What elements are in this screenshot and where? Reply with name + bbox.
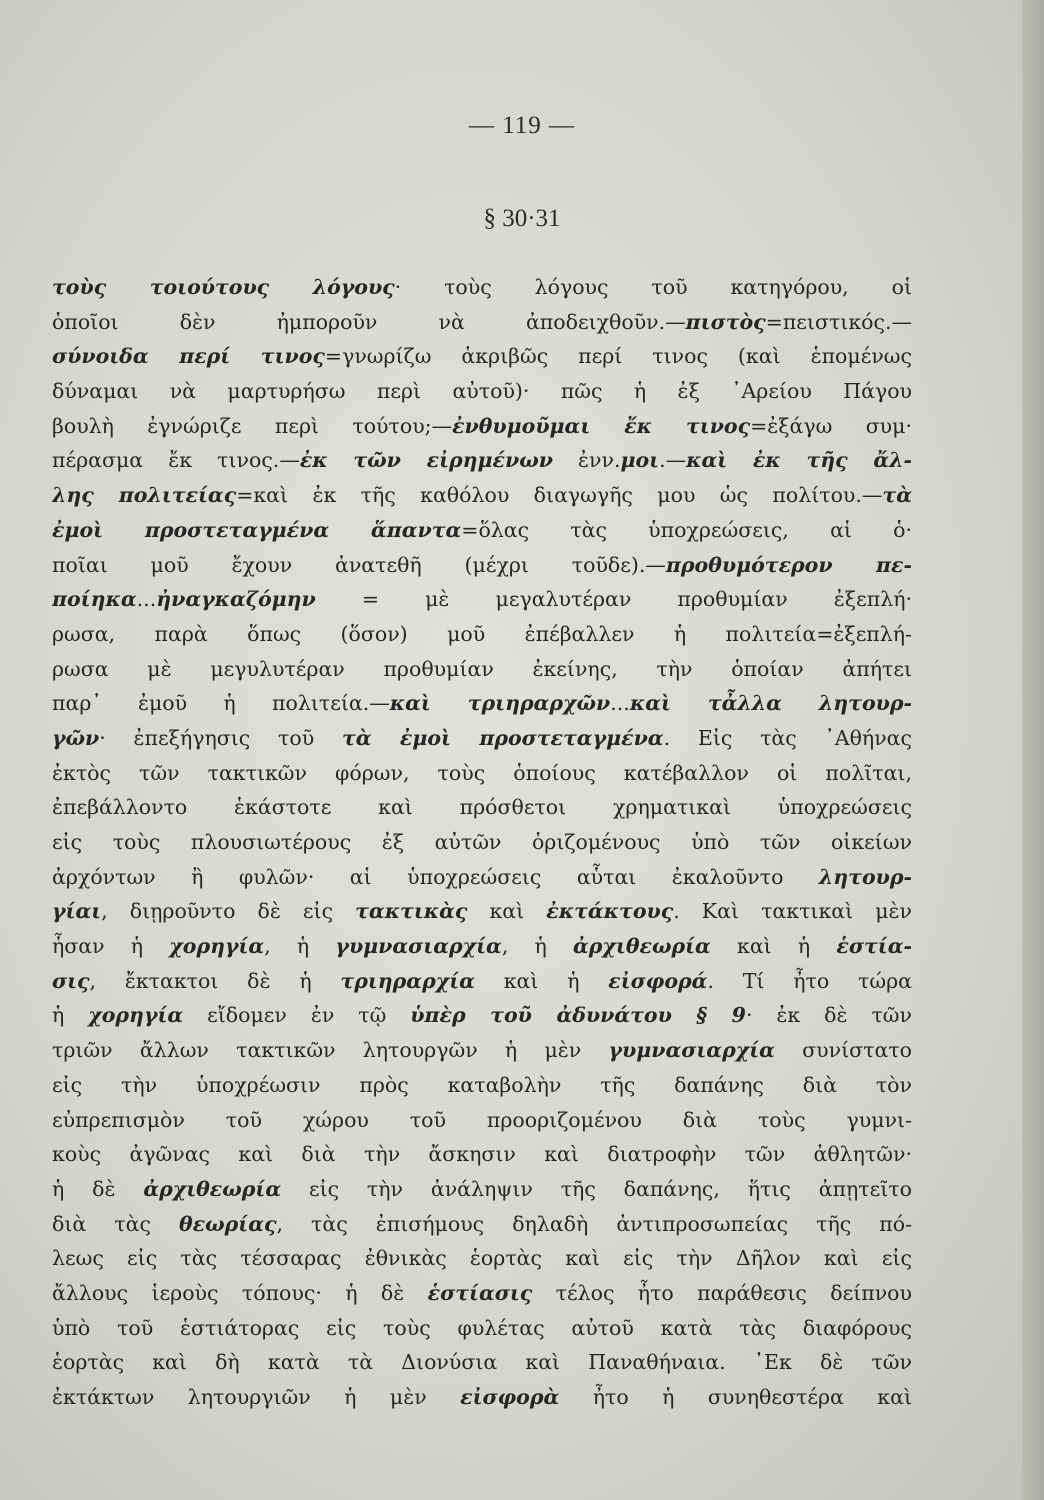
text-run: συνίστατο: [774, 1038, 912, 1063]
text-run: · ἐκ δὲ τῶν: [745, 1003, 912, 1028]
lemma-term: ἑστία-: [836, 934, 912, 959]
text-line: [52, 964, 912, 999]
lemma-term: ἀρχιθεωρία: [573, 934, 711, 959]
text-run: ρωσα μὲ μεγυλυτέραν προθυμίαν ἐκείνης, τὴν ὁποίαν ἀπήτει: [52, 656, 912, 681]
text-run: τέλος ἦτο παράθεσις δείπνου: [532, 1280, 912, 1305]
text-run: =ἐξάγω συμ·: [750, 413, 912, 438]
text-run: διὰ τὰς: [52, 1211, 179, 1236]
text-line: [52, 652, 912, 687]
lemma-term: ἐμοὶ προστεταγμένα ἅπαντα: [52, 517, 462, 542]
text-line: [52, 686, 912, 721]
text-run: =ὅλας τὰς ὑποχρεώσεις, αἱ ὁ·: [461, 517, 912, 542]
text-run: ...: [610, 691, 630, 716]
lemma-term: ὑπὲρ τοῦ ἀδυνάτου § 9: [410, 1003, 746, 1028]
text-run: =πειστικός.—: [765, 309, 912, 334]
lemma-term: εἰσφορά: [608, 968, 708, 993]
text-line: [52, 1103, 912, 1138]
text-line: [52, 1172, 912, 1207]
text-run: . Εἰς τὰς ᾿Αθήνας: [663, 725, 912, 750]
text-run: , ἡ: [264, 934, 336, 959]
text-line: [52, 270, 912, 305]
text-run: ἄλλους ἱεροὺς τόπους· ἡ δὲ: [52, 1280, 428, 1305]
text-run: δύναμαι νὰ μαρτυρήσω περὶ αὐτοῦ)· πῶς ἡ ἐξ ᾿Αρείου Πάγου: [52, 379, 912, 404]
lemma-term: ἠναγκαζόμην: [156, 587, 316, 612]
text-run: , τὰς ἐπισήμους δηλαδὴ ἀντιπροσωπείας τῆς πό-: [276, 1211, 912, 1236]
text-run: . Καὶ τακτικαὶ μὲν: [673, 899, 912, 924]
text-line: [52, 339, 912, 374]
text-line: [52, 1068, 912, 1103]
text-run: ἐπεβάλλοντο ἑκάστοτε καὶ πρόσθετοι χρηματικαὶ ὑποχρεώσεις: [52, 795, 912, 820]
text-line: [52, 548, 912, 583]
lemma-term: καὶ τριηραρχῶν: [389, 691, 611, 716]
text-line: [52, 929, 912, 964]
text-line: [52, 374, 912, 409]
text-run: ποῖαι μοῦ ἔχουν ἀνατεθῆ (μέχρι τοῦδε).—: [52, 552, 666, 577]
lemma-term: σις: [52, 968, 90, 993]
text-line: [52, 409, 912, 444]
text-line: [52, 1380, 912, 1415]
text-line: [52, 1276, 912, 1311]
lemma-term: γίαι: [52, 899, 102, 924]
lemma-term: γυμνασιαρχία: [608, 1038, 775, 1063]
lemma-term: καὶ ἐκ τῆς ἄλ-: [686, 448, 912, 473]
text-line: [52, 1241, 912, 1276]
text-run: ἐκτάκτων λητουργιῶν ἡ μὲν: [52, 1385, 461, 1409]
lemma-term: χορηγία: [88, 1003, 184, 1028]
text-run: ὁποῖοι δὲν ἠμποροῦν νὰ ἀποδειχθοῦν.—: [52, 309, 686, 334]
text-run: εἰς τοὺς πλουσιωτέρους ἐξ αὐτῶν ὁριζομένους ὑπὸ τῶν οἰκείων: [52, 830, 912, 854]
text-run: ἦσαν ἡ: [52, 934, 170, 959]
text-run: ...: [136, 587, 157, 612]
text-line: [52, 894, 912, 929]
text-run: εὐπρεπισμὸν τοῦ χώρου τοῦ προοριζομένου διὰ τοὺς γυμνι-: [52, 1107, 912, 1132]
text-run: βουλὴ ἐγνώριζε περὶ τούτου;—: [52, 413, 453, 438]
text-run: τριῶν ἄλλων τακτικῶν λητουργῶν ἡ μὲν: [52, 1038, 609, 1063]
text-run: =καὶ ἐκ τῆς καθόλου διαγωγῆς μου ὡς πολίτου.—: [236, 483, 883, 508]
section-heading: § 30·31: [483, 205, 561, 232]
text-run: ἐκτὸς τῶν τακτικῶν φόρων, τοὺς ὁποίους κατέβαλλον οἱ πολῖται,: [52, 760, 912, 785]
text-run: παρ᾿ ἐμοῦ ἡ πολιτεία.—: [52, 691, 390, 716]
text-line: [52, 1345, 912, 1380]
text-run: , ἔκτακτοι δὲ ἡ: [89, 968, 341, 993]
text-run: εἴδομεν ἐν τῷ: [183, 1003, 411, 1028]
text-run: καὶ: [467, 899, 547, 924]
text-line: [52, 582, 912, 617]
text-run: ἦτο ἡ συνηθεστέρα καὶ: [559, 1385, 912, 1409]
text-line: [52, 513, 912, 548]
lemma-term: εἰσφορὰ: [460, 1385, 560, 1409]
lemma-term: λητουρ-: [818, 864, 912, 889]
lemma-term: καὶ τἆλλα λητουρ-: [629, 691, 912, 716]
lemma-term: σύνοιδα περί τινος: [52, 344, 325, 369]
lemma-term: ποίηκα: [52, 587, 137, 612]
text-run: ρωσα, παρὰ ὅπως (ὅσον) μοῦ ἐπέβαλλεν ἡ πολιτεία=ἐξεπλή-: [52, 621, 912, 646]
lemma-term: ἀρχιθεωρία: [143, 1176, 282, 1201]
text-line: [52, 478, 912, 513]
text-run: καὶ ἡ: [710, 934, 837, 959]
text-line: [52, 860, 912, 895]
text-run: · τοὺς λόγους τοῦ κατηγόρου, οἱ: [394, 275, 912, 299]
lemma-term: τριηραρχία: [340, 968, 475, 993]
text-line: [52, 1311, 912, 1346]
page-number: — 119 —: [468, 112, 576, 139]
lemma-term: γῶν: [52, 725, 100, 750]
text-run: ἑορτὰς καὶ δὴ κατὰ τὰ Διονύσια καὶ Παναθήναια. ᾿Εκ δὲ τῶν: [52, 1350, 912, 1375]
text-run: καὶ ἡ: [474, 968, 609, 993]
lemma-term: πιστὸς: [685, 309, 766, 334]
lemma-term: τὰ: [882, 483, 912, 508]
text-run: ἡ δὲ: [52, 1176, 144, 1201]
lemma-term: τὰ ἐμοὶ προστεταγμένα: [341, 725, 664, 750]
text-run: · ἐπεξήγησις τοῦ: [99, 725, 342, 750]
text-line: [52, 1137, 912, 1172]
lemma-term: ἑστίασις: [427, 1280, 533, 1305]
text-run: λεως εἰς τὰς τέσσαρας ἐθνικὰς ἑορτὰς καὶ εἰς τὴν Δῆλον καὶ εἰς: [52, 1246, 912, 1271]
text-run: .—: [659, 448, 687, 473]
lemma-term: ἐκτάκτους: [546, 899, 674, 924]
text-line: [52, 998, 912, 1033]
lemma-term: τακτικὰς: [355, 899, 468, 924]
text-run: εἰς τὴν ἀνάληψιν τῆς δαπάνης, ἥτις ἀπῃτεῖτο: [281, 1176, 912, 1201]
lemma-term: προθυμότερον πε-: [665, 552, 912, 577]
lemma-term: χορηγία: [169, 934, 265, 959]
text-line: [52, 443, 912, 478]
text-run: εἰς τὴν ὑποχρέωσιν πρὸς καταβολὴν τῆς δαπάνης διὰ τὸν: [52, 1072, 912, 1097]
text-line: [52, 790, 912, 825]
text-run: ἀρχόντων ἢ φυλῶν· αἱ ὑποχρεώσεις αὗται ἐκαλοῦντο: [52, 864, 819, 889]
text-run: κοὺς ἀγῶνας καὶ διὰ τὴν ἄσκησιν καὶ διατροφὴν τῶν ἀθλητῶν·: [52, 1142, 912, 1167]
lemma-term: θεωρίας: [179, 1211, 277, 1236]
lemma-term: γυμνασιαρχία: [335, 934, 502, 959]
lemma-term: τοὺς τοιούτους λόγους: [52, 275, 395, 299]
text-run: . Τί ἦτο τώρα: [707, 968, 912, 993]
text-run: ἐνν.: [552, 448, 621, 473]
text-run: , ἡ: [501, 934, 574, 959]
commentary-text: [52, 270, 912, 1415]
text-run: πέρασμα ἔκ τινος.—: [52, 448, 300, 473]
text-run: ἡ: [52, 1003, 89, 1028]
text-line: [52, 1033, 912, 1068]
lemma-term: ἐνθυμοῦμαι ἔκ τινος: [452, 413, 751, 438]
text-run: , διῃροῦντο δὲ εἰς: [101, 899, 356, 924]
text-run: ὑπὸ τοῦ ἑστιάτορας εἰς τοὺς φυλέτας αὐτοῦ κατὰ τὰς διαφόρους: [52, 1315, 912, 1340]
text-line: [52, 756, 912, 791]
lemma-term: ἐκ τῶν εἰρημένων: [299, 448, 553, 473]
text-line: [52, 305, 912, 340]
text-line: [52, 825, 912, 860]
text-run: = μὲ μεγαλυτέραν προθυμίαν ἐξεπλή·: [315, 587, 912, 612]
lemma-term: μοι: [620, 448, 660, 473]
text-line: [52, 617, 912, 652]
lemma-term: λης πολιτείας: [52, 483, 237, 508]
text-run: =γνωρίζω ἀκριβῶς περί τινος (καὶ ἑπομένως: [324, 344, 912, 369]
text-line: [52, 721, 912, 756]
text-line: [52, 1207, 912, 1242]
